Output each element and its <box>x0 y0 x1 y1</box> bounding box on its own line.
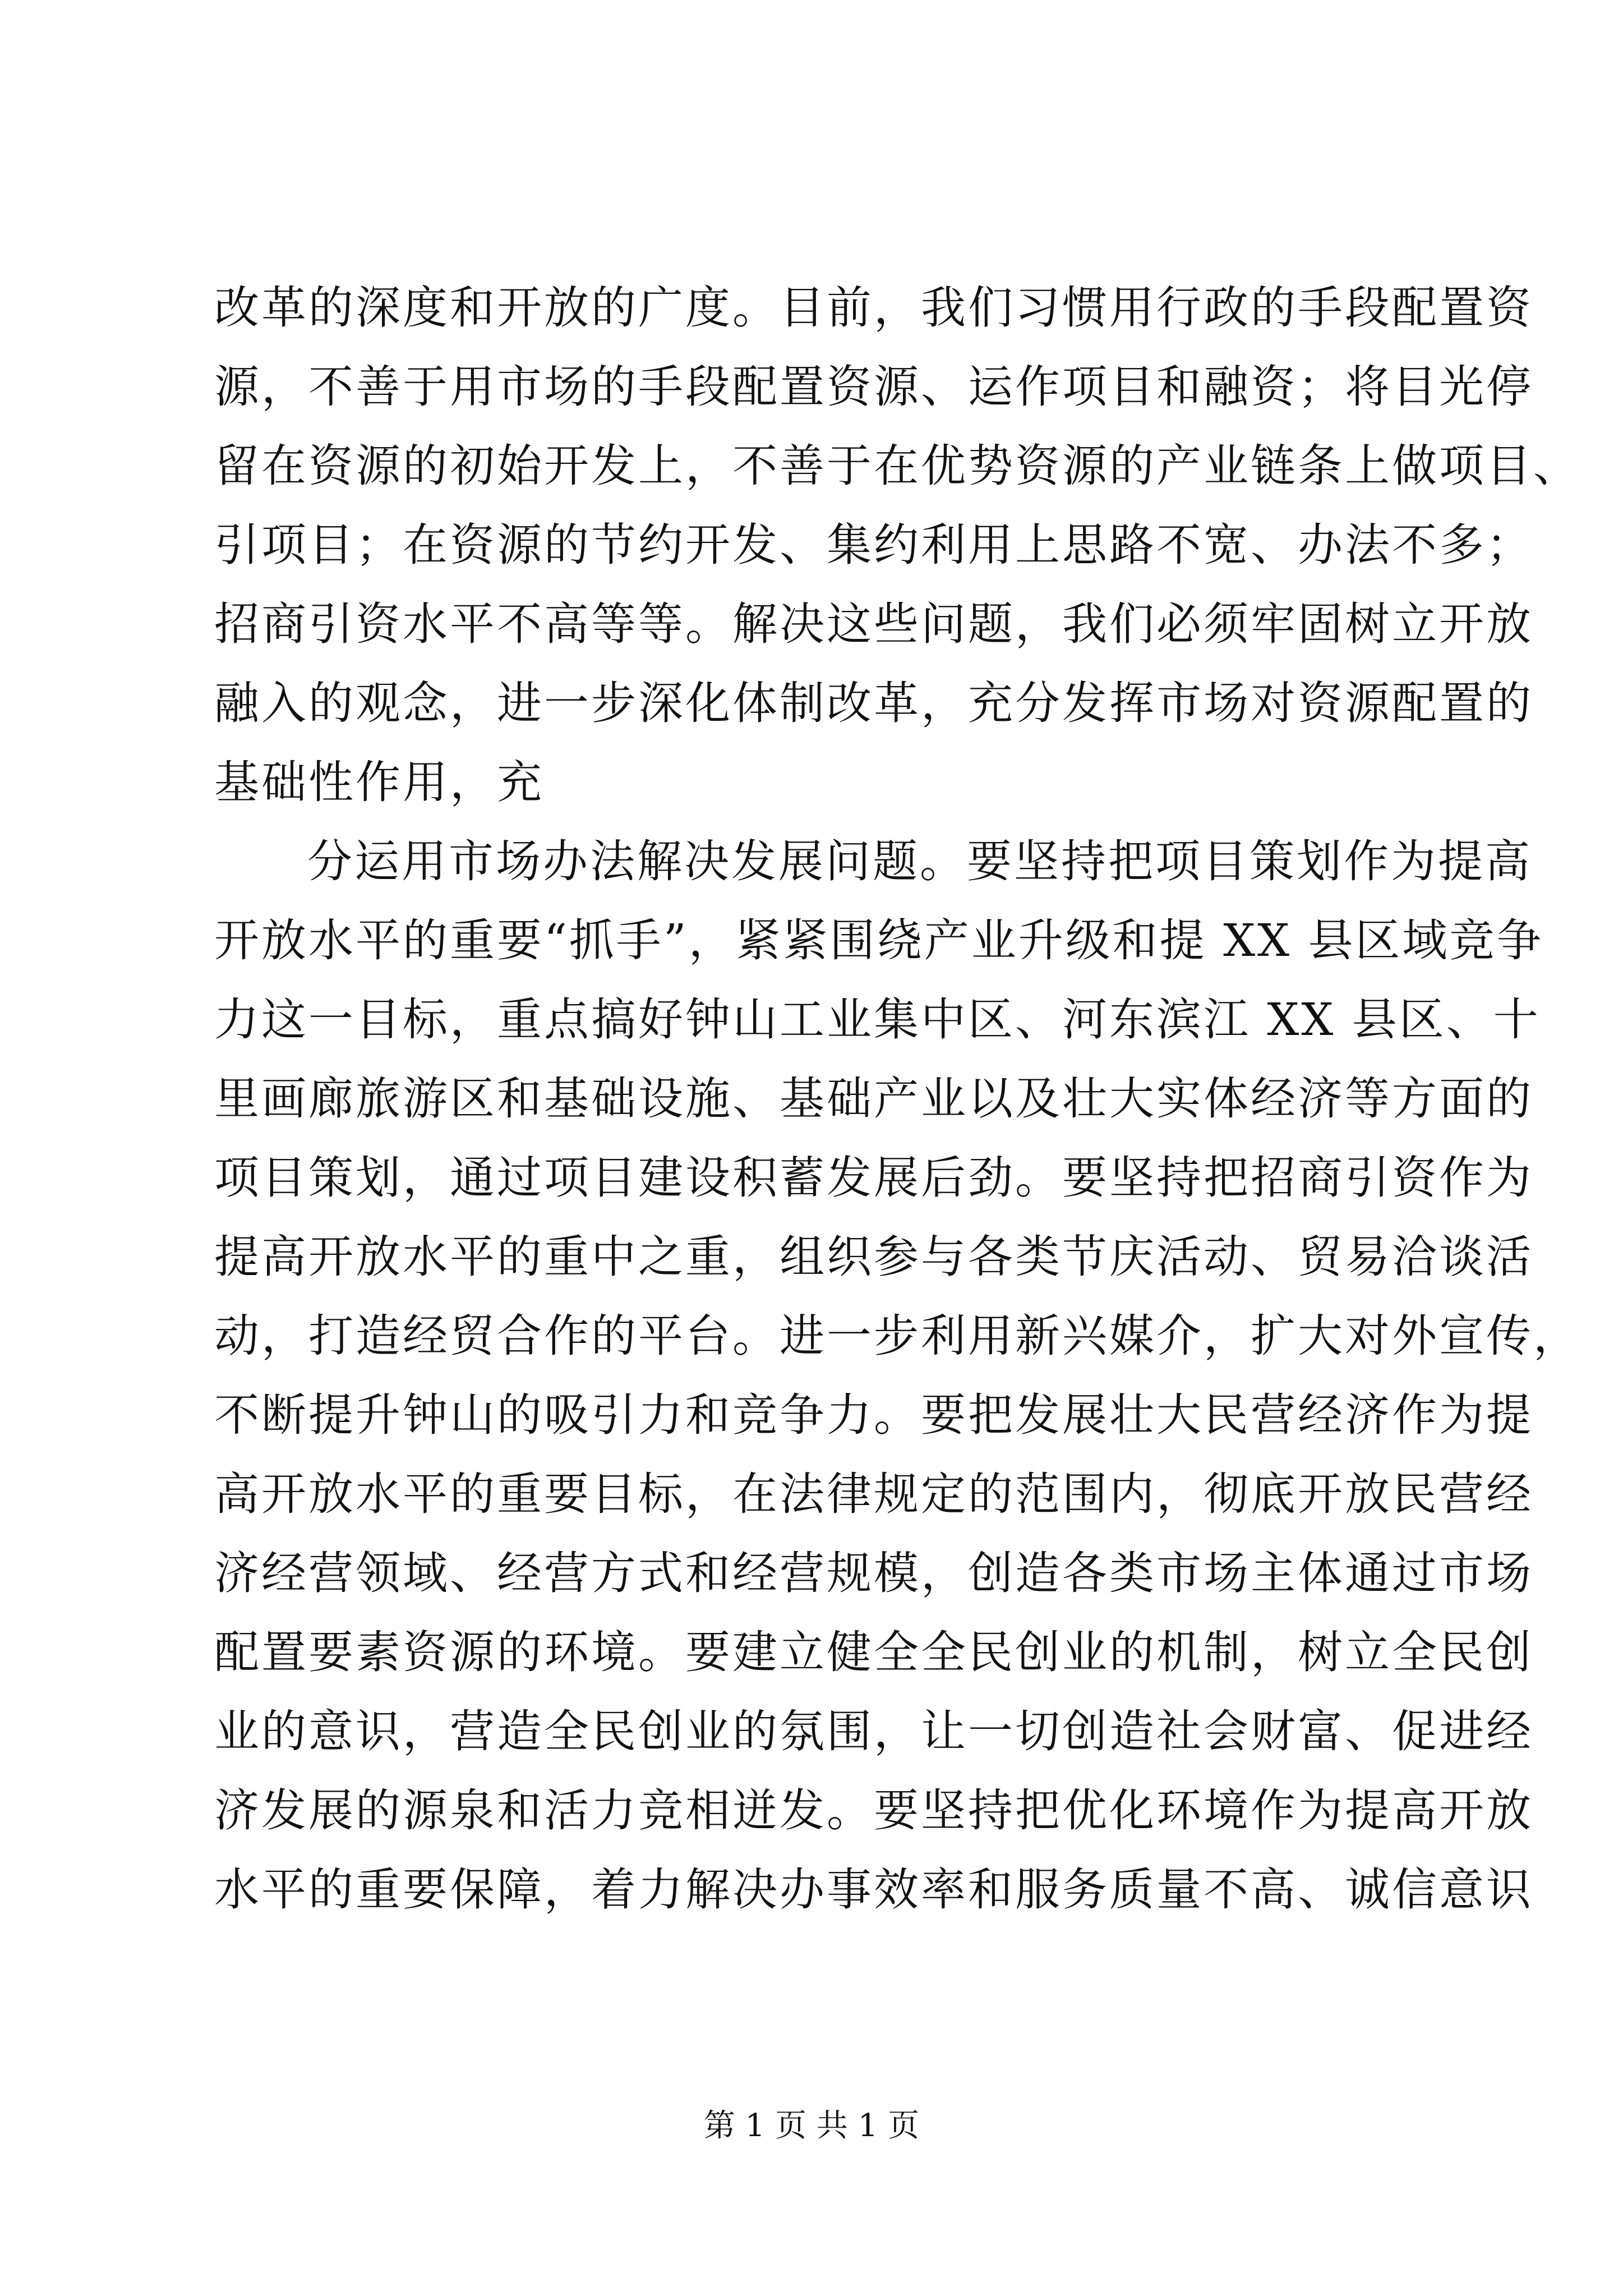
text-line-paragraph-start: 分运用市场办法解决发展问题。要坚持把项目策划作为提高 <box>307 835 1532 887</box>
text-line: 留在资源的初始开发上，不善于在优势资源的产业链条上做项目、 <box>214 440 1580 492</box>
text-line: 提高开放水平的重中之重，组织参与各类节庆活动、贸易洽谈活 <box>214 1231 1533 1283</box>
text-line: 不断提升钟山的吸引力和竞争力。要把发展壮大民营经济作为提 <box>214 1389 1533 1441</box>
text-line: 配置要素资源的环境。要建立健全全民创业的机制，树立全民创 <box>214 1626 1533 1678</box>
text-line: 引项目；在资源的节约开发、集约利用上思路不宽、办法不多； <box>214 519 1533 571</box>
text-line: 力这一目标，重点搞好钟山工业集中区、河东滨江 XX 县区、十 <box>214 993 1541 1046</box>
text-line: 里画廊旅游区和基础设施、基础产业以及壮大实体经济等方面的 <box>214 1073 1533 1125</box>
text-line: 融入的观念，进一步深化体制改革，充分发挥市场对资源配置的 <box>214 677 1533 729</box>
text-line: 开放水平的重要“抓手”，紧紧围绕产业升级和提 XX 县区域竞争 <box>214 914 1544 967</box>
document-body <box>214 268 1580 1929</box>
text-line: 改革的深度和开放的广度。目前，我们习惯用行政的手段配置资 <box>214 282 1533 334</box>
text-line: 济经营领域、经营方式和经营规模，创造各类市场主体通过市场 <box>214 1547 1533 1599</box>
text-line: 济发展的源泉和活力竞相迸发。要坚持把优化环境作为提高开放 <box>214 1784 1533 1837</box>
text-line: 业的意识，营造全民创业的氛围，让一切创造社会财富、促进经 <box>214 1705 1533 1757</box>
text-line: 水平的重要保障，着力解决办事效率和服务质量不高、诚信意识 <box>214 1864 1533 1916</box>
text-line: 高开放水平的重要目标，在法律规定的范围内，彻底开放民营经 <box>214 1468 1533 1520</box>
page-number-footer: 第 1 页 共 1 页 <box>703 2108 920 2144</box>
text-line: 招商引资水平不高等等。解决这些问题，我们必须牢固树立开放 <box>214 598 1533 650</box>
text-line: 基础性作用，充 <box>214 756 544 808</box>
text-line: 项目策划，通过项目建设积蓄发展后劲。要坚持把招商引资作为 <box>214 1152 1533 1204</box>
text-line: 动，打造经贸合作的平台。进一步利用新兴媒介，扩大对外宣传， <box>214 1310 1580 1362</box>
text-line: 源，不善于用市场的手段配置资源、运作项目和融资；将目光停 <box>214 361 1533 413</box>
